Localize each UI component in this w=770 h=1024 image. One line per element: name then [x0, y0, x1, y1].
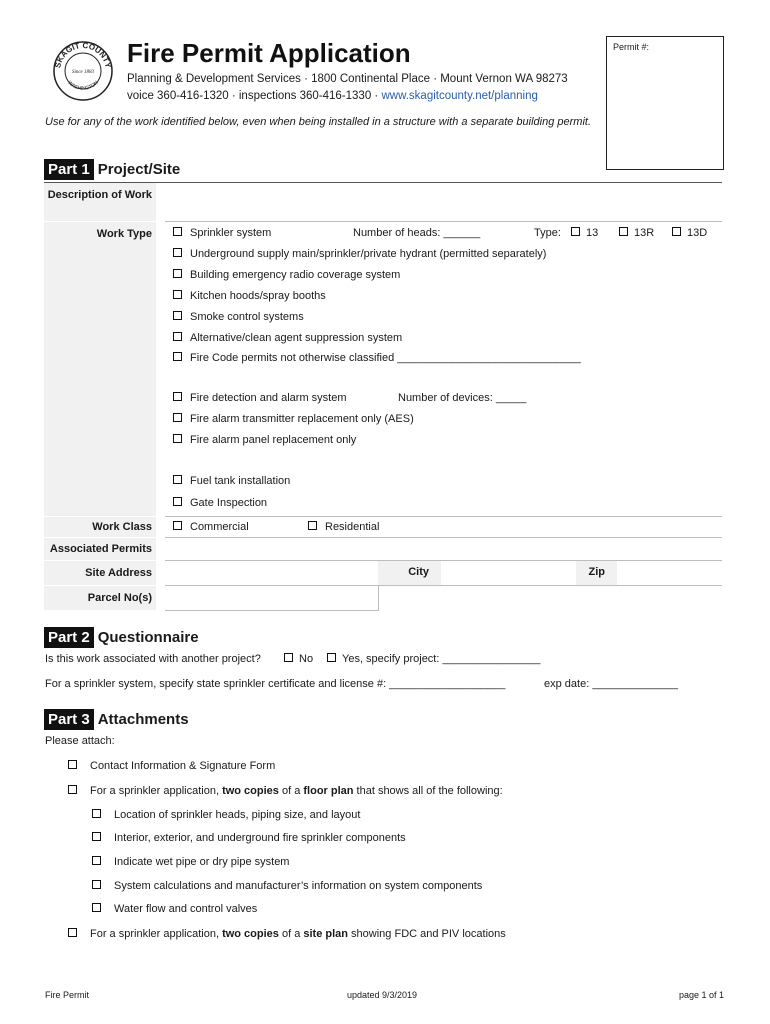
option-kitchen-hoods[interactable] [173, 290, 326, 302]
type-label-13r: 13R [634, 227, 655, 239]
checkbox[interactable] [92, 809, 101, 818]
grid-line [165, 516, 722, 517]
option-smoke-control[interactable] [173, 311, 304, 323]
option-fire-code[interactable] [173, 352, 581, 364]
label-description: Description of Work [44, 183, 156, 221]
type-label-13: 13 [586, 227, 599, 239]
part2-tag: Part 2 [44, 627, 94, 648]
exp-date-field[interactable]: exp date: ______________ [544, 678, 678, 690]
attach-bold: two copies [222, 928, 279, 940]
city-input[interactable] [441, 561, 576, 585]
checkbox[interactable] [327, 653, 336, 662]
part3-name: Attachments [97, 711, 189, 728]
permit-number-label: Permit #: [613, 42, 650, 52]
option-label: Underground supply main/sprinkler/private hydrant (permitted separately) [190, 248, 547, 260]
option-label: Fire alarm transmitter replacement only (AES) [190, 413, 414, 425]
attach-bold: two copies [222, 785, 279, 797]
sub-label: Interior, exterior, and underground fire sprinkler components [114, 832, 406, 844]
checkbox[interactable] [173, 227, 182, 236]
attach-label: Contact Information & Signature Form [90, 760, 276, 772]
option-label: Gate Inspection [190, 497, 268, 509]
svg-text:Since 1883: Since 1883 [71, 70, 95, 75]
question-license[interactable]: For a sprinkler system, specify state sprinkler certificate and license #: ___________________ [45, 678, 506, 690]
checkbox[interactable] [173, 248, 182, 257]
checkbox[interactable] [571, 227, 580, 236]
part1-heading [44, 159, 180, 180]
heads-field[interactable]: Number of heads: ______ [353, 227, 481, 239]
checkbox[interactable] [173, 392, 182, 401]
label-zip: Zip [576, 561, 617, 585]
answer-yes[interactable] [327, 653, 540, 665]
checkbox[interactable] [173, 413, 182, 422]
part1-name: Project/Site [97, 161, 181, 178]
phone-text: voice 360-416-1320 · inspections 360-416-1330 · [127, 90, 382, 102]
answer-no[interactable] [284, 653, 313, 665]
checkbox[interactable] [173, 352, 182, 361]
attach-text: of a [278, 785, 304, 797]
checkbox[interactable] [173, 497, 182, 506]
checkbox[interactable] [173, 332, 182, 341]
checkbox[interactable] [308, 521, 317, 530]
sub-label: Location of sprinkler heads, piping size, and layout [114, 809, 361, 821]
associated-permits-input[interactable] [165, 538, 722, 560]
option-alarm[interactable] [173, 392, 347, 404]
sub-item[interactable] [92, 903, 257, 915]
option-label: Smoke control systems [190, 311, 304, 323]
footer-updated: updated 9/3/2019 [347, 990, 418, 1000]
checkbox[interactable] [92, 903, 101, 912]
answer-no-label: No [299, 653, 314, 665]
label-work-class: Work Class [44, 517, 156, 537]
page-title: Fire Permit Application [127, 38, 411, 68]
attach-text: showing FDC and PIV locations [348, 928, 506, 940]
answer-yes-label: Yes, specify project: ________________ [342, 653, 541, 665]
option-label: Fire detection and alarm system [190, 392, 347, 404]
option-underground[interactable] [173, 248, 546, 260]
option-label: Fuel tank installation [190, 475, 291, 487]
grid-line [165, 221, 722, 222]
checkbox[interactable] [173, 269, 182, 278]
attach-text: For a sprinkler application, [90, 928, 223, 940]
attach-floor-plan[interactable] [68, 785, 503, 797]
option-label: Fire Code permits not otherwise classified ______________________________ [190, 352, 581, 364]
parcel-input[interactable] [165, 586, 378, 610]
sub-item[interactable] [92, 809, 360, 821]
option-label: Alternative/clean agent suppression system [190, 332, 403, 344]
svg-text:WASHINGTON: WASHINGTON [66, 79, 100, 92]
option-gate[interactable] [173, 497, 267, 509]
class-commercial[interactable] [173, 521, 249, 533]
checkbox[interactable] [619, 227, 628, 236]
type-13r[interactable] [619, 227, 654, 239]
type-13[interactable] [571, 227, 598, 239]
label-work-type: Work Type [44, 222, 156, 516]
checkbox[interactable] [173, 290, 182, 299]
checkbox[interactable] [284, 653, 293, 662]
zip-input[interactable] [617, 561, 722, 585]
sub-label: System calculations and manufacturer’s information on system components [114, 880, 483, 892]
option-label: Fire alarm panel replacement only [190, 434, 357, 446]
label-site-address: Site Address [44, 561, 156, 585]
class-residential[interactable] [308, 521, 379, 533]
grid-line [378, 585, 379, 611]
option-aes[interactable] [173, 413, 414, 425]
question-associated: Is this work associated with another project? [45, 653, 261, 665]
option-label: Kitchen hoods/spray booths [190, 290, 326, 302]
attach-text: of a [278, 928, 304, 940]
type-label-13d: 13D [687, 227, 708, 239]
grid-line [165, 585, 722, 586]
footer-page: page 1 of 1 [679, 990, 725, 1000]
checkbox[interactable] [173, 311, 182, 320]
sub-item[interactable] [92, 832, 406, 844]
attach-contact-form[interactable] [68, 760, 275, 772]
option-panel[interactable] [173, 434, 356, 446]
part3-tag: Part 3 [44, 709, 94, 730]
grid-line [165, 610, 378, 611]
option-label: Sprinkler system [190, 227, 272, 239]
devices-field[interactable]: Number of devices: _____ [398, 392, 527, 404]
option-label: Building emergency radio coverage system [190, 269, 401, 281]
option-label: Residential [325, 521, 380, 533]
checkbox[interactable] [173, 475, 182, 484]
option-radio-coverage[interactable] [173, 269, 400, 281]
address-line: Planning & Development Services · 1800 Continental Place · Mount Vernon WA 98273 [127, 73, 568, 85]
checkbox[interactable] [68, 760, 77, 769]
label-parcel: Parcel No(s) [44, 586, 156, 610]
footer-left: Fire Permit [45, 990, 90, 1000]
label-associated-permits: Associated Permits [44, 538, 156, 560]
part3-heading [44, 709, 189, 730]
attach-site-plan[interactable] [68, 928, 506, 940]
description-input[interactable] [165, 183, 722, 221]
option-clean-agent[interactable] [173, 332, 402, 344]
sub-item[interactable] [92, 856, 289, 868]
checkbox[interactable] [92, 856, 101, 865]
grid-line [165, 537, 722, 538]
permit-number-box[interactable] [606, 36, 724, 170]
sub-label: Water flow and control valves [114, 903, 258, 915]
checkbox[interactable] [173, 434, 182, 443]
intro-text: Use for any of the work identified below, even when being installed in a structure with a separate building permit. [45, 116, 592, 128]
label-city: City [378, 561, 441, 585]
please-attach: Please attach: [45, 735, 115, 747]
sub-item[interactable] [92, 880, 482, 892]
sub-label: Indicate wet pipe or dry pipe system [114, 856, 290, 868]
part2-name: Questionnaire [97, 629, 199, 646]
checkbox[interactable] [672, 227, 681, 236]
attach-bold: site plan [303, 928, 348, 940]
grid-line [165, 560, 722, 561]
attach-text: For a sprinkler application, [90, 785, 223, 797]
site-address-input[interactable] [165, 561, 378, 585]
svg-text:SKAGIT COUNTY: SKAGIT COUNTY [53, 40, 113, 69]
type-13d[interactable] [672, 227, 707, 239]
website-link[interactable]: www.skagitcounty.net/planning [381, 90, 538, 102]
option-sprinkler[interactable] [173, 227, 271, 239]
type-label: Type: [534, 227, 561, 239]
checkbox[interactable] [92, 832, 101, 841]
part1-tag: Part 1 [44, 159, 94, 180]
checkbox[interactable] [92, 880, 101, 889]
phone-line [127, 90, 538, 102]
attach-text: that shows all of the following: [353, 785, 503, 797]
checkbox[interactable] [68, 928, 77, 937]
checkbox[interactable] [68, 785, 77, 794]
county-seal-logo [52, 40, 114, 102]
option-fuel-tank[interactable] [173, 475, 290, 487]
part2-heading [44, 627, 199, 648]
option-label: Commercial [190, 521, 249, 533]
checkbox[interactable] [173, 521, 182, 530]
attach-bold: floor plan [303, 785, 354, 797]
